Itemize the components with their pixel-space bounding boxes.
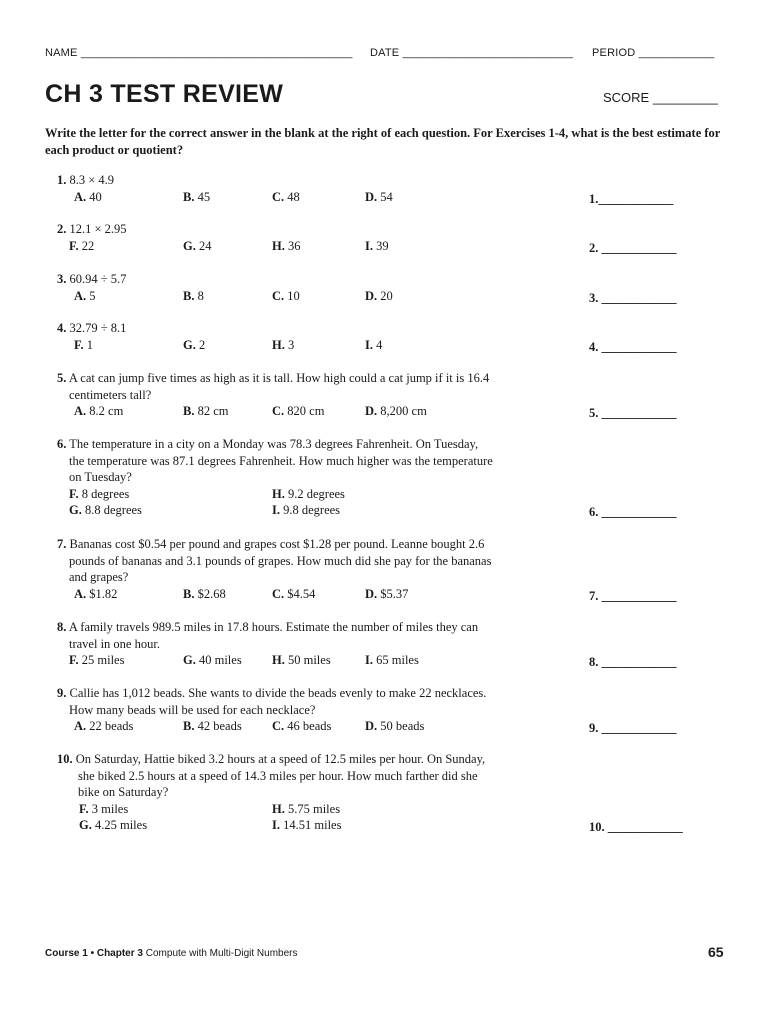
choice-letter: F. bbox=[79, 801, 89, 816]
choice-letter: I. bbox=[365, 653, 373, 667]
choice-letter: H. bbox=[272, 238, 285, 253]
page-title: CH 3 TEST REVIEW bbox=[45, 80, 284, 108]
question-5-text-line bbox=[57, 371, 489, 386]
question-1-choice bbox=[365, 190, 393, 205]
name-blank[interactable]: ___________________________________________ bbox=[80, 47, 353, 59]
choice-letter: B. bbox=[183, 189, 195, 204]
choice-text: 40 miles bbox=[198, 653, 242, 667]
question-4-choice bbox=[74, 338, 93, 353]
question-8-text: A family travels 989.5 miles in 17.8 hours. Estimate the number of miles they can bbox=[68, 620, 479, 634]
choice-text: 39 bbox=[376, 238, 389, 253]
question-8-number: 8. bbox=[57, 620, 67, 634]
question-3-choice bbox=[365, 289, 393, 304]
choice-text: 8 degrees bbox=[81, 486, 130, 501]
footer bbox=[45, 948, 297, 959]
question-4-choice bbox=[183, 338, 205, 353]
question-6-choice bbox=[69, 503, 142, 518]
question-1-number: 1. bbox=[57, 173, 67, 187]
choice-text: 1 bbox=[86, 337, 93, 352]
question-4-text-line bbox=[57, 321, 126, 336]
question-7-answer-blank[interactable]: 7. ____________ bbox=[589, 588, 677, 603]
choice-text: 65 miles bbox=[376, 653, 419, 667]
question-4-text: 32.79 ÷ 8.1 bbox=[69, 321, 127, 335]
question-7-choice bbox=[183, 587, 226, 602]
question-9-number: 9. bbox=[57, 686, 67, 700]
instructions: Write the letter for the correct answer in the blank at the right of each question. For Exercises 1-4, what is the best estimate for each product or quotient? bbox=[45, 126, 721, 157]
question-8-choice bbox=[183, 653, 242, 668]
question-2-choice bbox=[272, 239, 300, 254]
choice-text: 5.75 miles bbox=[287, 801, 341, 816]
question-6-text: the temperature was 87.1 degrees Fahrenheit. How much higher was the temperature bbox=[69, 453, 493, 468]
question-7-text-line bbox=[69, 570, 128, 585]
choice-text: 20 bbox=[380, 288, 393, 303]
choice-text: 22 bbox=[81, 238, 95, 253]
choice-text: 25 miles bbox=[81, 653, 125, 667]
question-5-choice bbox=[74, 404, 123, 419]
question-8-text-line bbox=[57, 620, 478, 635]
choice-text: 36 bbox=[287, 238, 301, 253]
question-7-text: Bananas cost $0.54 per pound and grapes cost $1.28 per pound. Leanne bought 2.6 bbox=[69, 537, 485, 551]
choice-letter: I. bbox=[365, 337, 373, 352]
choice-text: 8.8 degrees bbox=[84, 503, 142, 517]
question-2-choice bbox=[365, 239, 389, 254]
choice-text: $2.68 bbox=[197, 586, 226, 601]
choice-letter: H. bbox=[272, 801, 285, 816]
choice-letter: H. bbox=[272, 653, 285, 667]
choice-letter: C. bbox=[272, 189, 285, 204]
question-6-text: The temperature in a city on a Monday was 78.3 degrees Fahrenheit. On Tuesday, bbox=[69, 437, 479, 451]
question-4-choice bbox=[272, 338, 294, 353]
choice-letter: C. bbox=[272, 404, 285, 418]
question-3-text-line bbox=[57, 272, 126, 287]
question-6-choice bbox=[272, 503, 340, 518]
choice-letter: I. bbox=[272, 503, 280, 517]
question-3-choice bbox=[272, 289, 300, 304]
choice-text: 3 bbox=[287, 337, 295, 352]
question-7-choice bbox=[74, 587, 117, 602]
choice-letter: D. bbox=[365, 189, 378, 204]
choice-letter: B. bbox=[183, 404, 195, 418]
name-label: NAME bbox=[45, 47, 78, 59]
choice-text: 2 bbox=[198, 337, 206, 352]
question-7-choice bbox=[272, 587, 315, 602]
choice-letter: B. bbox=[183, 288, 195, 303]
question-3-number: 3. bbox=[57, 272, 67, 286]
question-9-text: Callie has 1,012 beads. She wants to divide the beads evenly to make 22 necklaces. bbox=[69, 686, 487, 700]
choice-letter: C. bbox=[272, 586, 285, 601]
question-8-answer-blank[interactable]: 8. ____________ bbox=[589, 655, 677, 669]
choice-letter: D. bbox=[365, 288, 378, 303]
choice-text: 40 bbox=[89, 189, 102, 204]
choice-text: 8 bbox=[197, 288, 204, 303]
question-9-choice bbox=[183, 719, 242, 734]
choice-letter: G. bbox=[183, 238, 196, 253]
question-8-text: travel in one hour. bbox=[69, 636, 160, 651]
choice-letter: D. bbox=[365, 404, 378, 418]
footer-course: Course 1 • Chapter 3 bbox=[45, 948, 143, 959]
choice-letter: A. bbox=[74, 586, 87, 601]
question-2-number: 2. bbox=[57, 222, 67, 236]
question-2-choice bbox=[69, 239, 94, 254]
question-8-text-line bbox=[69, 637, 160, 652]
choice-text: 9.8 degrees bbox=[283, 503, 341, 517]
name-field bbox=[45, 47, 353, 59]
question-6-text-line bbox=[69, 470, 132, 485]
question-6-choice bbox=[272, 487, 345, 502]
footer-chapter-title: Compute with Multi-Digit Numbers bbox=[145, 948, 298, 959]
choice-text: 45 bbox=[197, 189, 211, 204]
choice-letter: G. bbox=[79, 818, 92, 832]
period-field bbox=[592, 47, 714, 59]
question-9-answer-blank[interactable]: 9. ____________ bbox=[589, 721, 677, 735]
question-6-choice bbox=[69, 487, 129, 502]
question-6-text-line bbox=[69, 454, 493, 469]
question-9-choice bbox=[272, 719, 331, 734]
question-9-choice bbox=[74, 719, 133, 734]
score-field[interactable]: SCORE _________ bbox=[603, 90, 718, 105]
question-10-text: she biked 2.5 hours at a speed of 14.3 miles per hour. How much farther did she bbox=[78, 768, 478, 783]
question-6-answer-blank[interactable]: 6. ____________ bbox=[589, 505, 677, 519]
choice-letter: H. bbox=[272, 337, 285, 352]
choice-letter: A. bbox=[74, 719, 87, 733]
question-1-choice bbox=[272, 190, 300, 205]
choice-letter: B. bbox=[183, 719, 195, 733]
date-field bbox=[370, 47, 573, 59]
choice-text: 82 cm bbox=[197, 404, 229, 418]
choice-text: 54 bbox=[380, 189, 393, 204]
choice-letter: H. bbox=[272, 486, 285, 501]
question-10-text: bike on Saturday? bbox=[78, 785, 169, 799]
question-10-choice bbox=[272, 818, 341, 833]
question-1-text-line bbox=[57, 173, 114, 188]
period-label: PERIOD bbox=[592, 47, 636, 59]
question-2-text-line bbox=[57, 222, 127, 237]
question-2-choice bbox=[183, 239, 211, 254]
choice-text: 4 bbox=[376, 337, 383, 352]
question-6-number: 6. bbox=[57, 437, 67, 451]
choice-text: 14.51 miles bbox=[283, 818, 342, 832]
choice-letter: F. bbox=[69, 653, 79, 667]
question-7-text-line bbox=[57, 537, 484, 552]
question-4-answer-blank[interactable]: 4. ____________ bbox=[589, 339, 677, 354]
choice-letter: G. bbox=[183, 653, 196, 667]
question-4-choice bbox=[365, 338, 382, 353]
question-3-answer-blank[interactable]: 3. ____________ bbox=[589, 290, 677, 305]
question-8-choice bbox=[272, 653, 331, 668]
choice-letter: F. bbox=[74, 337, 84, 352]
choice-letter: I. bbox=[272, 818, 280, 832]
question-9-text-line bbox=[69, 703, 315, 718]
question-10-choice bbox=[79, 818, 147, 833]
question-5-answer-blank[interactable]: 5. ____________ bbox=[589, 406, 677, 420]
question-1-text: 8.3 × 4.9 bbox=[69, 173, 115, 187]
choice-letter: A. bbox=[74, 189, 87, 204]
question-5-choice bbox=[183, 404, 229, 419]
question-7-text-line bbox=[69, 554, 491, 569]
choice-text: 4.25 miles bbox=[94, 818, 148, 832]
choice-text: 50 miles bbox=[287, 653, 331, 667]
choice-letter: G. bbox=[69, 503, 82, 517]
choice-text: 22 beads bbox=[89, 719, 134, 733]
question-10-choice bbox=[79, 802, 128, 817]
question-7-text: and grapes? bbox=[69, 570, 129, 584]
question-1-choice bbox=[183, 190, 210, 205]
choice-text: 50 beads bbox=[380, 719, 425, 733]
date-blank[interactable]: ___________________________ bbox=[402, 47, 574, 59]
question-6-text-line bbox=[57, 437, 478, 452]
choice-text: 820 cm bbox=[287, 404, 325, 418]
choice-letter: G. bbox=[183, 337, 196, 352]
question-9-text-line bbox=[57, 686, 486, 701]
question-4-number: 4. bbox=[57, 321, 67, 335]
question-9-choice bbox=[365, 719, 424, 734]
question-10-choice bbox=[272, 802, 340, 817]
question-2-answer-blank[interactable]: 2. ____________ bbox=[589, 240, 677, 255]
question-8-choice bbox=[365, 653, 419, 668]
question-2-text: 12.1 × 2.95 bbox=[69, 222, 127, 236]
choice-text: 46 beads bbox=[287, 719, 332, 733]
question-3-choice bbox=[183, 289, 204, 304]
question-10-text: On Saturday, Hattie biked 3.2 hours at a speed of 12.5 miles per hour. On Sunday, bbox=[75, 752, 486, 766]
question-3-choice bbox=[74, 289, 96, 304]
period-blank[interactable]: ____________ bbox=[638, 47, 715, 59]
question-5-text: A cat can jump five times as high as it is tall. How high could a cat jump if it is 16.4 bbox=[68, 371, 490, 385]
question-10-number: 10. bbox=[57, 752, 73, 766]
choice-text: 3 miles bbox=[91, 801, 129, 816]
choice-letter: I. bbox=[365, 238, 373, 253]
question-5-choice bbox=[365, 404, 427, 419]
choice-letter: A. bbox=[74, 288, 87, 303]
choice-text: 8.2 cm bbox=[89, 404, 124, 418]
choice-text: 10 bbox=[287, 288, 300, 303]
question-7-number: 7. bbox=[57, 537, 67, 551]
choice-text: $1.82 bbox=[89, 586, 118, 601]
choice-letter: B. bbox=[183, 586, 195, 601]
choice-text: 5 bbox=[89, 288, 96, 303]
choice-letter: F. bbox=[69, 486, 79, 501]
question-9-text: How many beads will be used for each necklace? bbox=[69, 702, 316, 717]
question-6-text: on Tuesday? bbox=[69, 470, 132, 484]
choice-letter: C. bbox=[272, 288, 285, 303]
choice-letter: D. bbox=[365, 586, 378, 601]
choice-text: 8,200 cm bbox=[380, 404, 427, 418]
question-10-text-line bbox=[57, 752, 485, 767]
page-number: 65 bbox=[708, 944, 724, 960]
question-5-text-line bbox=[69, 388, 151, 403]
choice-letter: F. bbox=[69, 238, 79, 253]
choice-letter: C. bbox=[272, 719, 285, 733]
choice-text: $4.54 bbox=[287, 586, 316, 601]
question-3-text: 60.94 ÷ 5.7 bbox=[69, 272, 127, 286]
choice-text: 48 bbox=[287, 189, 300, 204]
question-5-number: 5. bbox=[57, 371, 67, 385]
choice-letter: A. bbox=[74, 404, 87, 418]
question-10-answer-blank[interactable]: 10. ____________ bbox=[589, 820, 683, 834]
choice-text: 42 beads bbox=[197, 719, 242, 733]
question-7-text: pounds of bananas and 3.1 pounds of grapes. How much did she pay for the bananas bbox=[69, 553, 492, 568]
question-1-answer-blank[interactable]: 1.____________ bbox=[589, 191, 674, 206]
question-10-text-line bbox=[78, 785, 168, 800]
question-5-choice bbox=[272, 404, 324, 419]
question-5-text: centimeters tall? bbox=[69, 387, 152, 402]
question-10-text-line bbox=[78, 769, 478, 784]
question-1-choice bbox=[74, 190, 102, 205]
choice-text: $5.37 bbox=[380, 586, 409, 601]
choice-text: 24 bbox=[198, 238, 212, 253]
question-7-choice bbox=[365, 587, 408, 602]
choice-letter: D. bbox=[365, 719, 378, 733]
date-label: DATE bbox=[370, 47, 400, 59]
choice-text: 9.2 degrees bbox=[287, 486, 345, 501]
question-8-choice bbox=[69, 653, 124, 668]
